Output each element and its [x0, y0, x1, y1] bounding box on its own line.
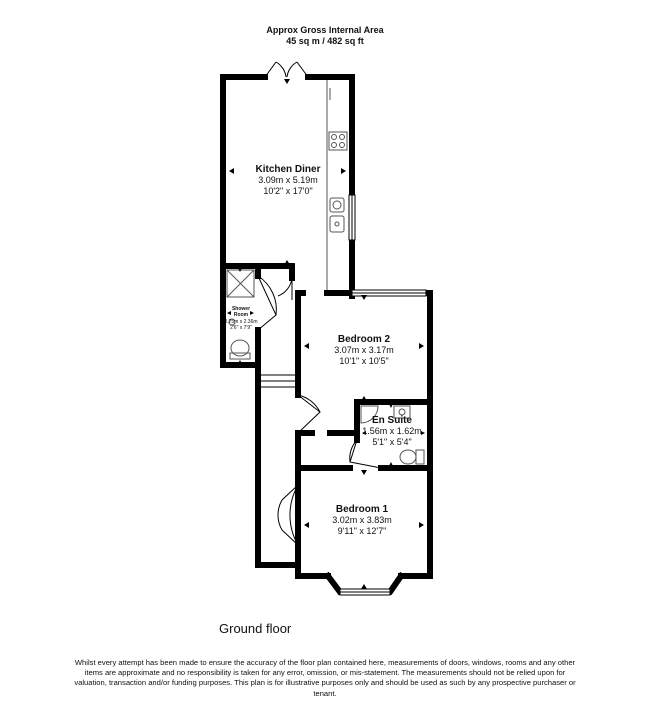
- bedroom2-imperial: 10'1" x 10'5": [339, 356, 389, 366]
- bedroom2-metric: 3.07m x 3.17m: [334, 345, 394, 355]
- shower-name-1: Shower: [231, 306, 251, 312]
- floor-label: Ground floor: [219, 621, 292, 636]
- bedroom1-name: Bedroom 1: [335, 504, 389, 515]
- kitchen-imperial: 10'2" x 17'0": [263, 186, 313, 196]
- ensuite-imperial: 5'1" x 5'4": [372, 437, 412, 447]
- shower-name-2: Room: [233, 312, 249, 318]
- kitchen-name: Kitchen Diner: [255, 164, 321, 175]
- ensuite-toilet-icon: [400, 450, 416, 464]
- sink-icon: [330, 198, 344, 212]
- bedroom2-name: Bedroom 2: [337, 334, 391, 345]
- disclaimer-text: Whilst every attempt has been made to ensure the accuracy of the floor plan contained here, measurements of doors, windows, rooms and any other items are approximate and no responsibility is taken for any error, omission, or mis-statement. The measurements should not be relied upon for valuation, transaction and/or funding purposes. This plan is for illustrative purposes only and should be used as such by any prospective purchaser or tenant.: [74, 658, 576, 698]
- room-labels: [224, 164, 421, 536]
- hall-steps: [261, 375, 296, 387]
- kitchen-metric: 3.09m x 5.19m: [258, 175, 318, 185]
- area-title: Approx Gross Internal Area: [266, 25, 384, 35]
- area-value: 45 sq m / 482 sq ft: [286, 36, 364, 46]
- bedroom1-imperial: 9'11" x 12'7": [337, 526, 387, 536]
- hob-icon: [329, 132, 347, 150]
- shower-imperial: 2'6" x 7'9": [230, 325, 252, 331]
- bedroom1-metric: 3.02m x 3.83m: [332, 515, 392, 525]
- toilet-icon: [231, 340, 249, 356]
- ensuite-name: En Suite: [371, 415, 413, 426]
- kitchen-units: [327, 80, 347, 290]
- ensuite-metric: 1.56m x 1.62m: [362, 426, 422, 436]
- shower-metric: 0.75m x 2.36m: [224, 319, 258, 325]
